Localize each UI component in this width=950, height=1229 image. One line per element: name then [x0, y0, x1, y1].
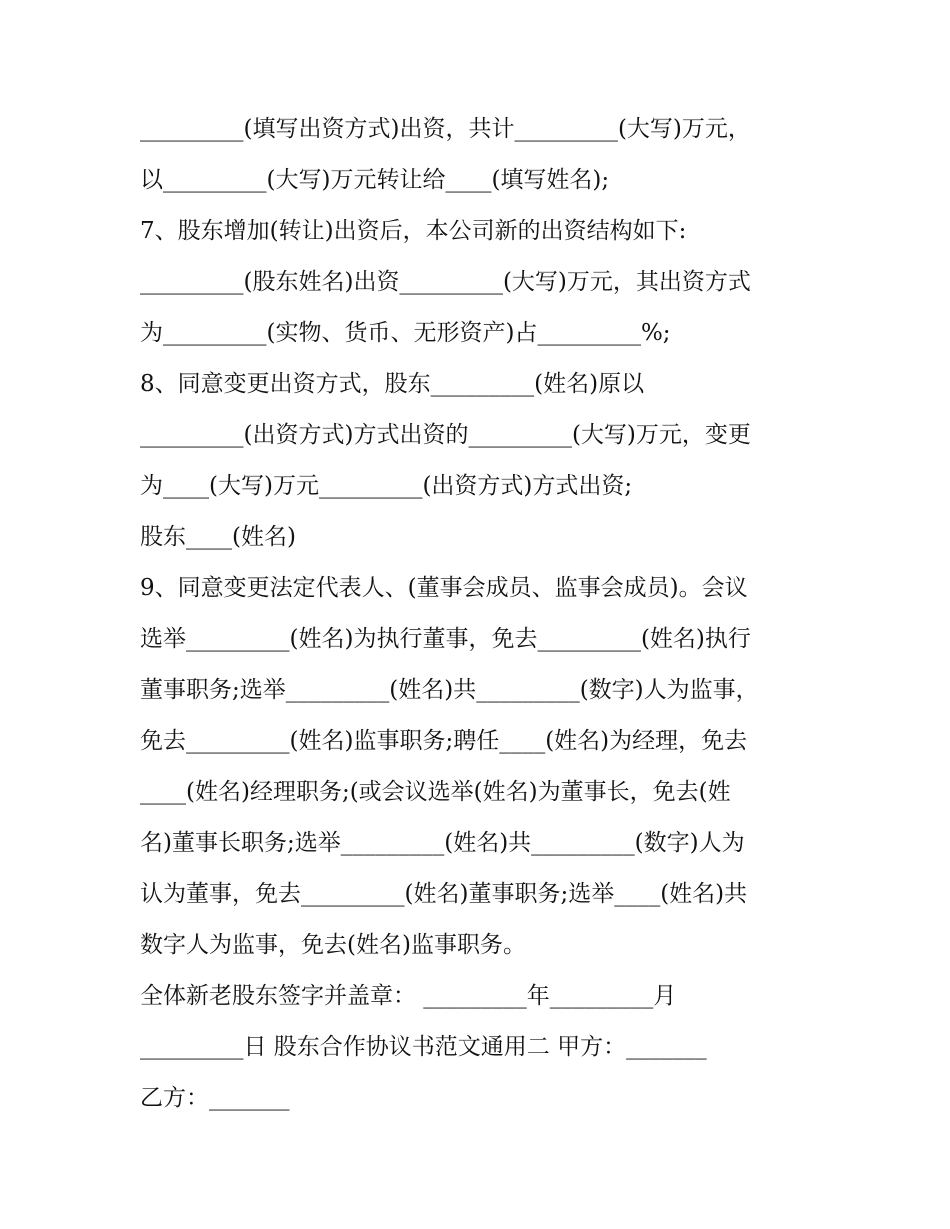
- text-line-2: 以_________(大写)万元转让给____(填写姓名);: [140, 167, 610, 193]
- text-line-19: _________日 股东合作协议书范文通用二 甲方：_______: [140, 1034, 707, 1060]
- text-line-5: 为_________(实物、货币、无形资产)占_________%;: [140, 320, 671, 346]
- text-line-9: 股东____(姓名): [140, 524, 296, 550]
- text-line-1: _________(填写出资方式)出资，共计_________(大写)万元，: [140, 116, 751, 142]
- text-line-17: 数字人为监事，免去(姓名)监事职务。: [140, 932, 526, 958]
- clause-9-heading: 9、同意变更法定代表人、(董事会成员、监事会成员)。会议: [140, 575, 748, 601]
- document-body: [140, 104, 820, 1124]
- text-line-15: 名)董事长职务;选举_________(姓名)共_________(数字)人为: [140, 830, 745, 856]
- clause-7-heading: 7、股东增加(转让)出资后，本公司新的出资结构如下:: [140, 218, 687, 244]
- text-line-11: 选举_________(姓名)为执行董事，免去_________(姓名)执行: [140, 626, 751, 652]
- text-line-16: 认为董事，免去_________(姓名)董事职务;选举____(姓名)共: [140, 881, 748, 907]
- text-line-14: ____(姓名)经理职务;(或会议选举(姓名)为董事长，免去(姓: [140, 779, 731, 805]
- text-line-7: _________(出资方式)方式出资的_________(大写)万元，变更: [140, 422, 751, 448]
- signature-line: 全体新老股东签字并盖章： _________年_________月: [140, 983, 677, 1009]
- clause-8-heading: 8、同意变更出资方式，股东_________(姓名)原以: [140, 371, 645, 397]
- text-line-4: _________(股东姓名)出资_________(大写)万元，其出资方式: [140, 269, 751, 295]
- text-line-13: 免去_________(姓名)监事职务;聘任____(姓名)为经理，免去: [140, 728, 748, 754]
- party-b-line: 乙方：_______: [140, 1085, 290, 1111]
- text-line-12: 董事职务;选举_________(姓名)共_________(数字)人为监事，: [140, 677, 759, 703]
- text-line-8: 为____(大写)万元_________(出资方式)方式出资;: [140, 473, 633, 499]
